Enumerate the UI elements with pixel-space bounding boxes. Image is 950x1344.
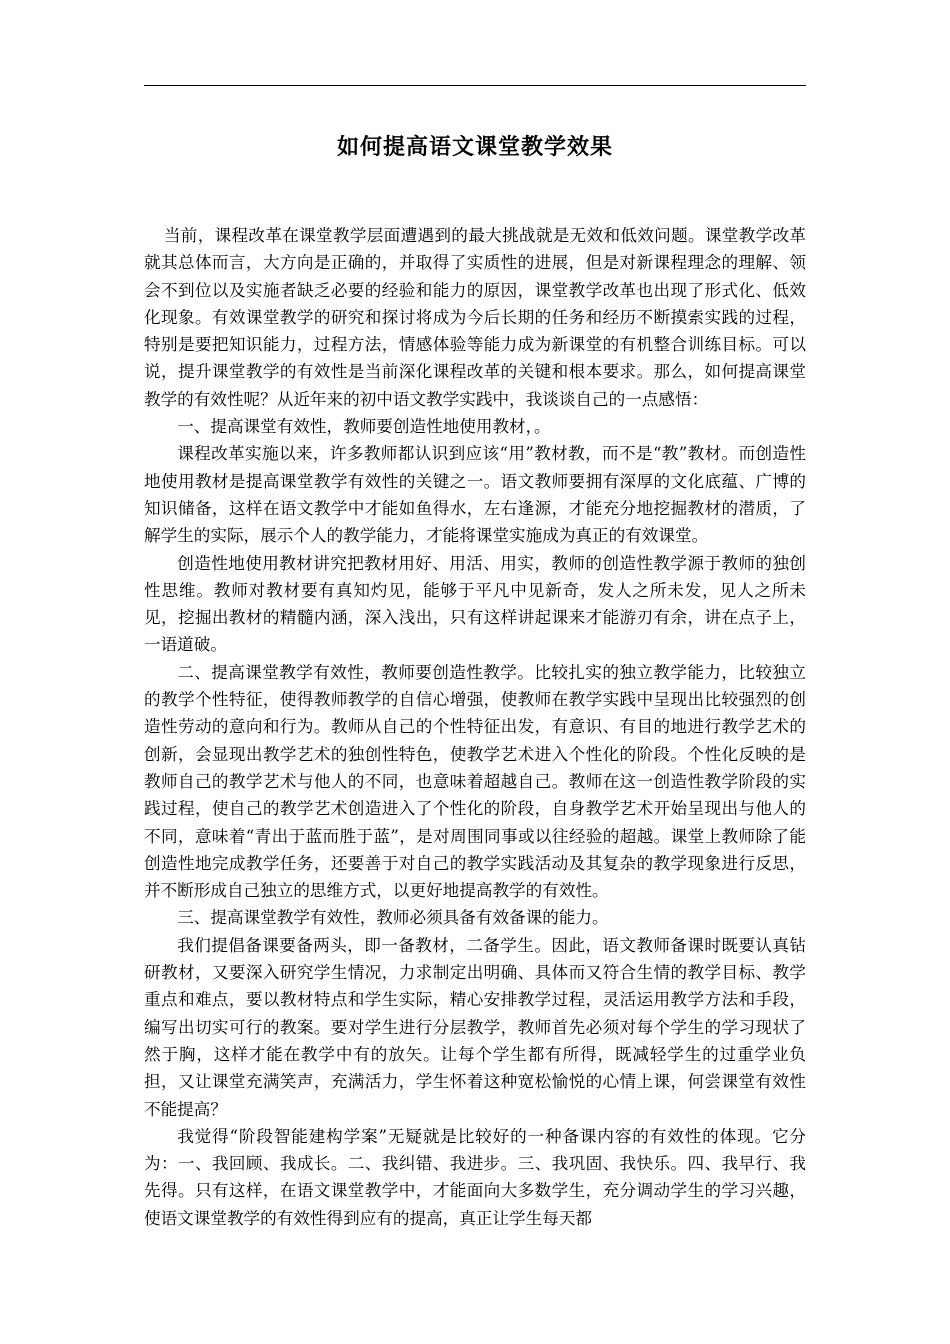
document-body <box>144 222 806 1232</box>
paragraph-heading-1: 一、提高课堂有效性，教师要创造性地使用教材，。 <box>177 417 551 437</box>
paragraph-heading-2: 二、提高课堂教学有效性，教师要创造性教学。比较扎实的独立教学能力，比较独立的教学个性特征，使得教师教学的自信心增强，使教师在教学实践中呈现出比较强烈的创造性劳动的意向和行为。教师从自己的个性特征出发，有意识、有目的地进行教学艺术的创新，会显现出教学艺术的独创性特色，使教学艺术进入个性化的阶段。个性化反映的是教师自己的教学艺术与他人的不同，也意味着超越自己。教师在这一创造性教学阶段的实践过程，使自己的教学艺术创造进入了个性化的阶段，自身教学艺术开始呈现出与他人的不同，意味着“青出于蓝而胜于蓝”，是对周围同事或以往经验的超越。课堂上教师除了能创造性地完成教学任务，还要善于对自己的教学实践活动及其复杂的教学现象进行反思，并不断形成自己独立的思维方式，以更好地提高教学的有效性。 <box>144 662 806 901</box>
document-title: 如何提高语文课堂教学效果 <box>336 134 613 160</box>
paragraph: 创造性地使用教材讲究把教材用好、用活、用实，教师的创造性教学源于教师的独创性思维。教师对教材要有真知灼见，能够于平凡中见新奇，发人之所未发，见人之所未见，挖掘出教材的精髓内涵，深入浅出，只有这样讲起课来才能游刃有余，讲在点子上，一语道破。 <box>144 553 806 655</box>
paragraph: 课程改革实施以来，许多教师都认识到应该“用”教材教，而不是“教”教材。而创造性地使用教材是提高课堂教学有效性的关键之一。语文教师要拥有深厚的文化底蕴、广博的知识储备，这样在语文教学中才能如鱼得水，左右逢源，才能充分地挖掘教材的潜质，了解学生的实际，展示个人的教学能力，才能将课堂实施成为真正的有效课堂。 <box>144 444 806 546</box>
header-rule <box>144 85 806 86</box>
paragraph-intro: 当前，课程改革在课堂教学层面遭遇到的最大挑战就是无效和低效问题。课堂教学改革就其总体而言，大方向是正确的，并取得了实质性的进展，但是对新课程理念的理解、领会不到位以及实施者缺乏必要的经验和能力的原因，课堂教学改革也出现了形式化、低效化现象。有效课堂教学的研究和探讨将成为今后长期的任务和经历不断摸索实践的过程，特别是要把知识能力，过程方法，情感体验等能力成为新课堂的有机整合训练目标。可以说，提升课堂教学的有效性是当前深化课程改革的关键和根本要求。那么，如何提高课堂教学的有效性呢？从近年来的初中语文教学实践中，我谈谈自己的一点感悟： <box>144 226 806 409</box>
paragraph-heading-3: 三、提高课堂教学有效性，教师必须具备有效备课的能力。 <box>177 908 609 928</box>
paragraph: 我们提倡备课要备两头，即一备教材，二备学生。因此，语文教师备课时既要认真钻研教材，又要深入研究学生情况，力求制定出明确、具体而又符合生情的教学目标、教学重点和难点，要以教材特点和学生实际，精心安排教学过程，灵活运用教学方法和手段，编写出切实可行的教案。要对学生进行分层教学，教师首先必须对每个学生的学习现状了然于胸，这样才能在教学中有的放矢。让每个学生都有所得，既减轻学生的过重学业负担，又让课堂充满笑声，充满活力，学生怀着这种宽松愉悦的心情上课，何尝课堂有效性不能提高？ <box>144 935 806 1119</box>
paragraph: 我觉得“阶段智能建构学案”无疑就是比较好的一种备课内容的有效性的体现。它分为：一、我回顾、我成长。二、我纠错、我进步。三、我巩固、我快乐。四、我早行、我先得。只有这样，在语文课堂教学中，才能面向大多数学生，充分调动学生的学习兴趣，使语文课堂教学的有效性得到应有的提高，真正让学生每天都 <box>144 1126 806 1228</box>
